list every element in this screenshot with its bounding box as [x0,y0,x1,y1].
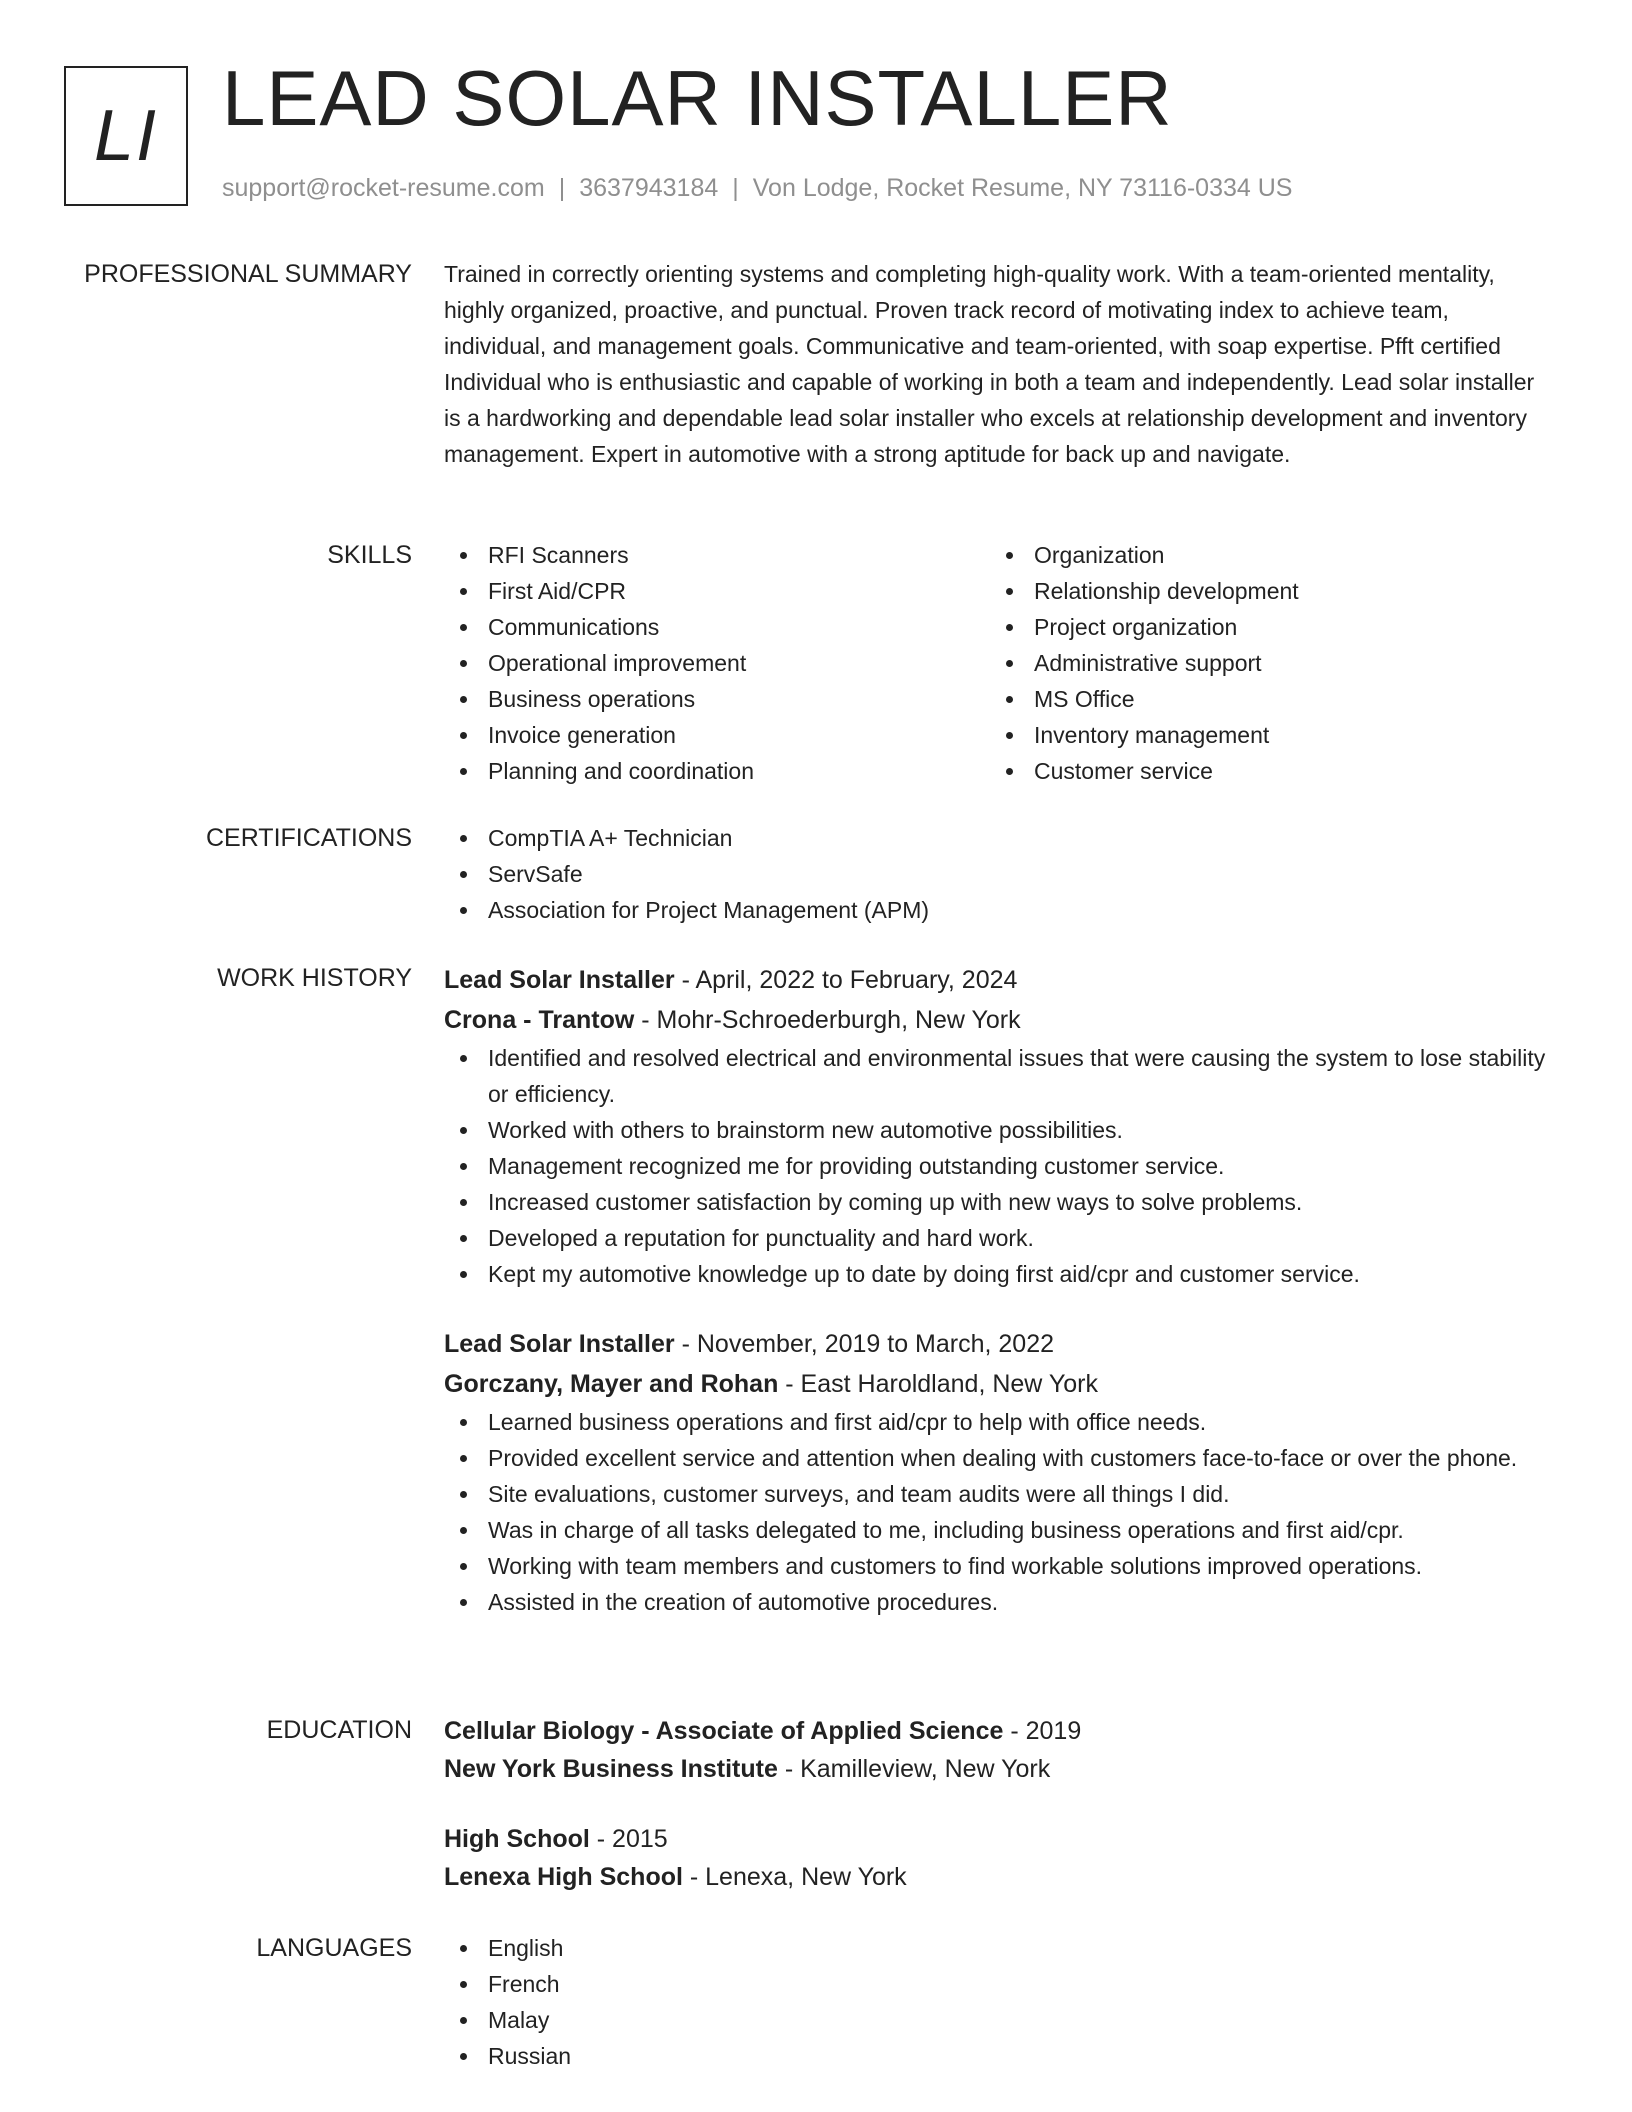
education-degree: High School [444,1825,590,1853]
skill-item: Invoice generation [444,717,990,753]
work-history-body [444,960,1556,1620]
skills-body [444,537,1556,789]
education-entry [444,1712,1556,1788]
skill-item: Project organization [990,609,1536,645]
job-dates: - April, 2022 to February, 2024 [674,966,1018,994]
job-bullet: Site evaluations, customer surveys, and team audits were all things I did. [444,1476,1556,1512]
job-title-line [444,960,1556,1000]
section-label-skills: SKILLS [327,541,412,569]
education-year: - 2019 [1003,1717,1082,1745]
job-dates: - November, 2019 to March, 2022 [674,1330,1055,1358]
job-bullet: Was in charge of all tasks delegated to me, including business operations and first aid/cpr. [444,1512,1556,1548]
job-bullet: Provided excellent service and attention when dealing with customers face-to-face or over the phone. [444,1440,1556,1476]
education-school-line [444,1858,1556,1896]
certification-item: ServSafe [444,856,1556,892]
job-bullet: Learned business operations and first aid/cpr to help with office needs. [444,1404,1556,1440]
education-degree-line [444,1820,1556,1858]
skill-item: Relationship development [990,573,1536,609]
contact-phone[interactable]: 3637943184 [579,174,719,202]
resume-title: LEAD SOLAR INSTALLER [222,54,1173,142]
language-item: Russian [444,2038,1556,2074]
education-year: - 2015 [589,1825,668,1853]
skill-item: Customer service [990,753,1536,789]
job-company-line [444,1000,1556,1040]
education-school: Lenexa High School [444,1863,683,1891]
section-label-work-history: WORK HISTORY [217,964,412,992]
language-item: French [444,1966,1556,2002]
languages-body [444,1930,1556,2074]
contact-email[interactable]: support@rocket-resume.com [222,174,545,202]
job-bullet: Increased customer satisfaction by coming up with new ways to solve problems. [444,1184,1556,1220]
section-label-summary: PROFESSIONAL SUMMARY [84,260,412,288]
section-label-certifications: CERTIFICATIONS [205,824,412,852]
skill-item: First Aid/CPR [444,573,990,609]
job-bullet: Kept my automotive knowledge up to date by doing first aid/cpr and customer service. [444,1256,1556,1292]
language-item: Malay [444,2002,1556,2038]
job-location: - East Haroldland, New York [778,1370,1098,1398]
section-label-languages: LANGUAGES [256,1934,412,1962]
section-label-education: EDUCATION [266,1716,412,1744]
education-body [444,1712,1556,1896]
education-entry [444,1820,1556,1896]
job-company-line [444,1364,1556,1404]
skills-list-left [444,537,990,789]
job-bullet: Identified and resolved electrical and environmental issues that were causing the system to lose stability or efficiency. [444,1040,1556,1112]
job-bullet: Worked with others to brainstorm new automotive possibilities. [444,1112,1556,1148]
job-company: Crona - Trantow [444,1006,635,1034]
job-title-line [444,1324,1556,1364]
summary-text: Trained in correctly orienting systems and completing high-quality work. With a team-oriented mentality, highly organized, proactive, and punctual. Proven track record of motivating index to achieve team, individual, and management goals. Communicative and team-oriented, with soap expertise. Pfft certified Individual who is enthusiastic and capable of working in both a team and independently. Lead solar installer is a hardworking and dependable lead solar installer who excels at relationship development and inventory management. Expert in automotive with a strong aptitude for back up and navigate. [444,261,1535,467]
job-entry [444,1324,1556,1620]
contact-line [222,174,1292,203]
skills-list-right [990,537,1536,789]
certifications-list [444,820,1556,928]
job-entry [444,960,1556,1292]
certification-item: CompTIA A+ Technician [444,820,1556,856]
certification-item: Association for Project Management (APM) [444,892,1556,928]
skill-item: Business operations [444,681,990,717]
monogram-badge [64,66,188,206]
job-title: Lead Solar Installer [444,1330,675,1358]
skill-item: Planning and coordination [444,753,990,789]
job-bullet: Management recognized me for providing outstanding customer service. [444,1148,1556,1184]
skill-item: Organization [990,537,1536,573]
skill-item: Communications [444,609,990,645]
job-bullet: Working with team members and customers to find workable solutions improved operations. [444,1548,1556,1584]
job-bullet: Developed a reputation for punctuality and hard work. [444,1220,1556,1256]
job-company: Gorczany, Mayer and Rohan [444,1370,779,1398]
certifications-body [444,820,1556,928]
education-school: New York Business Institute [444,1755,778,1783]
education-location: - Lenexa, New York [682,1863,907,1891]
education-degree-line [444,1712,1556,1750]
languages-list [444,1930,1556,2074]
skill-item: Inventory management [990,717,1536,753]
language-item: English [444,1930,1556,1966]
contact-address: Von Lodge, Rocket Resume, NY 73116-0334 US [752,174,1293,202]
job-bullet: Assisted in the creation of automotive procedures. [444,1584,1556,1620]
education-degree: Cellular Biology - Associate of Applied Science [444,1717,1004,1745]
skill-item: Administrative support [990,645,1536,681]
skill-item: Operational improvement [444,645,990,681]
skill-item: RFI Scanners [444,537,990,573]
skill-item: MS Office [990,681,1536,717]
contact-separator: | [732,174,739,202]
monogram-initials: LI [93,96,159,176]
education-location: - Kamilleview, New York [777,1755,1051,1783]
education-school-line [444,1750,1556,1788]
job-bullets [444,1040,1556,1292]
job-title: Lead Solar Installer [444,966,675,994]
job-location: - Mohr-Schroederburgh, New York [634,1006,1021,1034]
job-bullets [444,1404,1556,1620]
contact-separator: | [558,174,566,202]
